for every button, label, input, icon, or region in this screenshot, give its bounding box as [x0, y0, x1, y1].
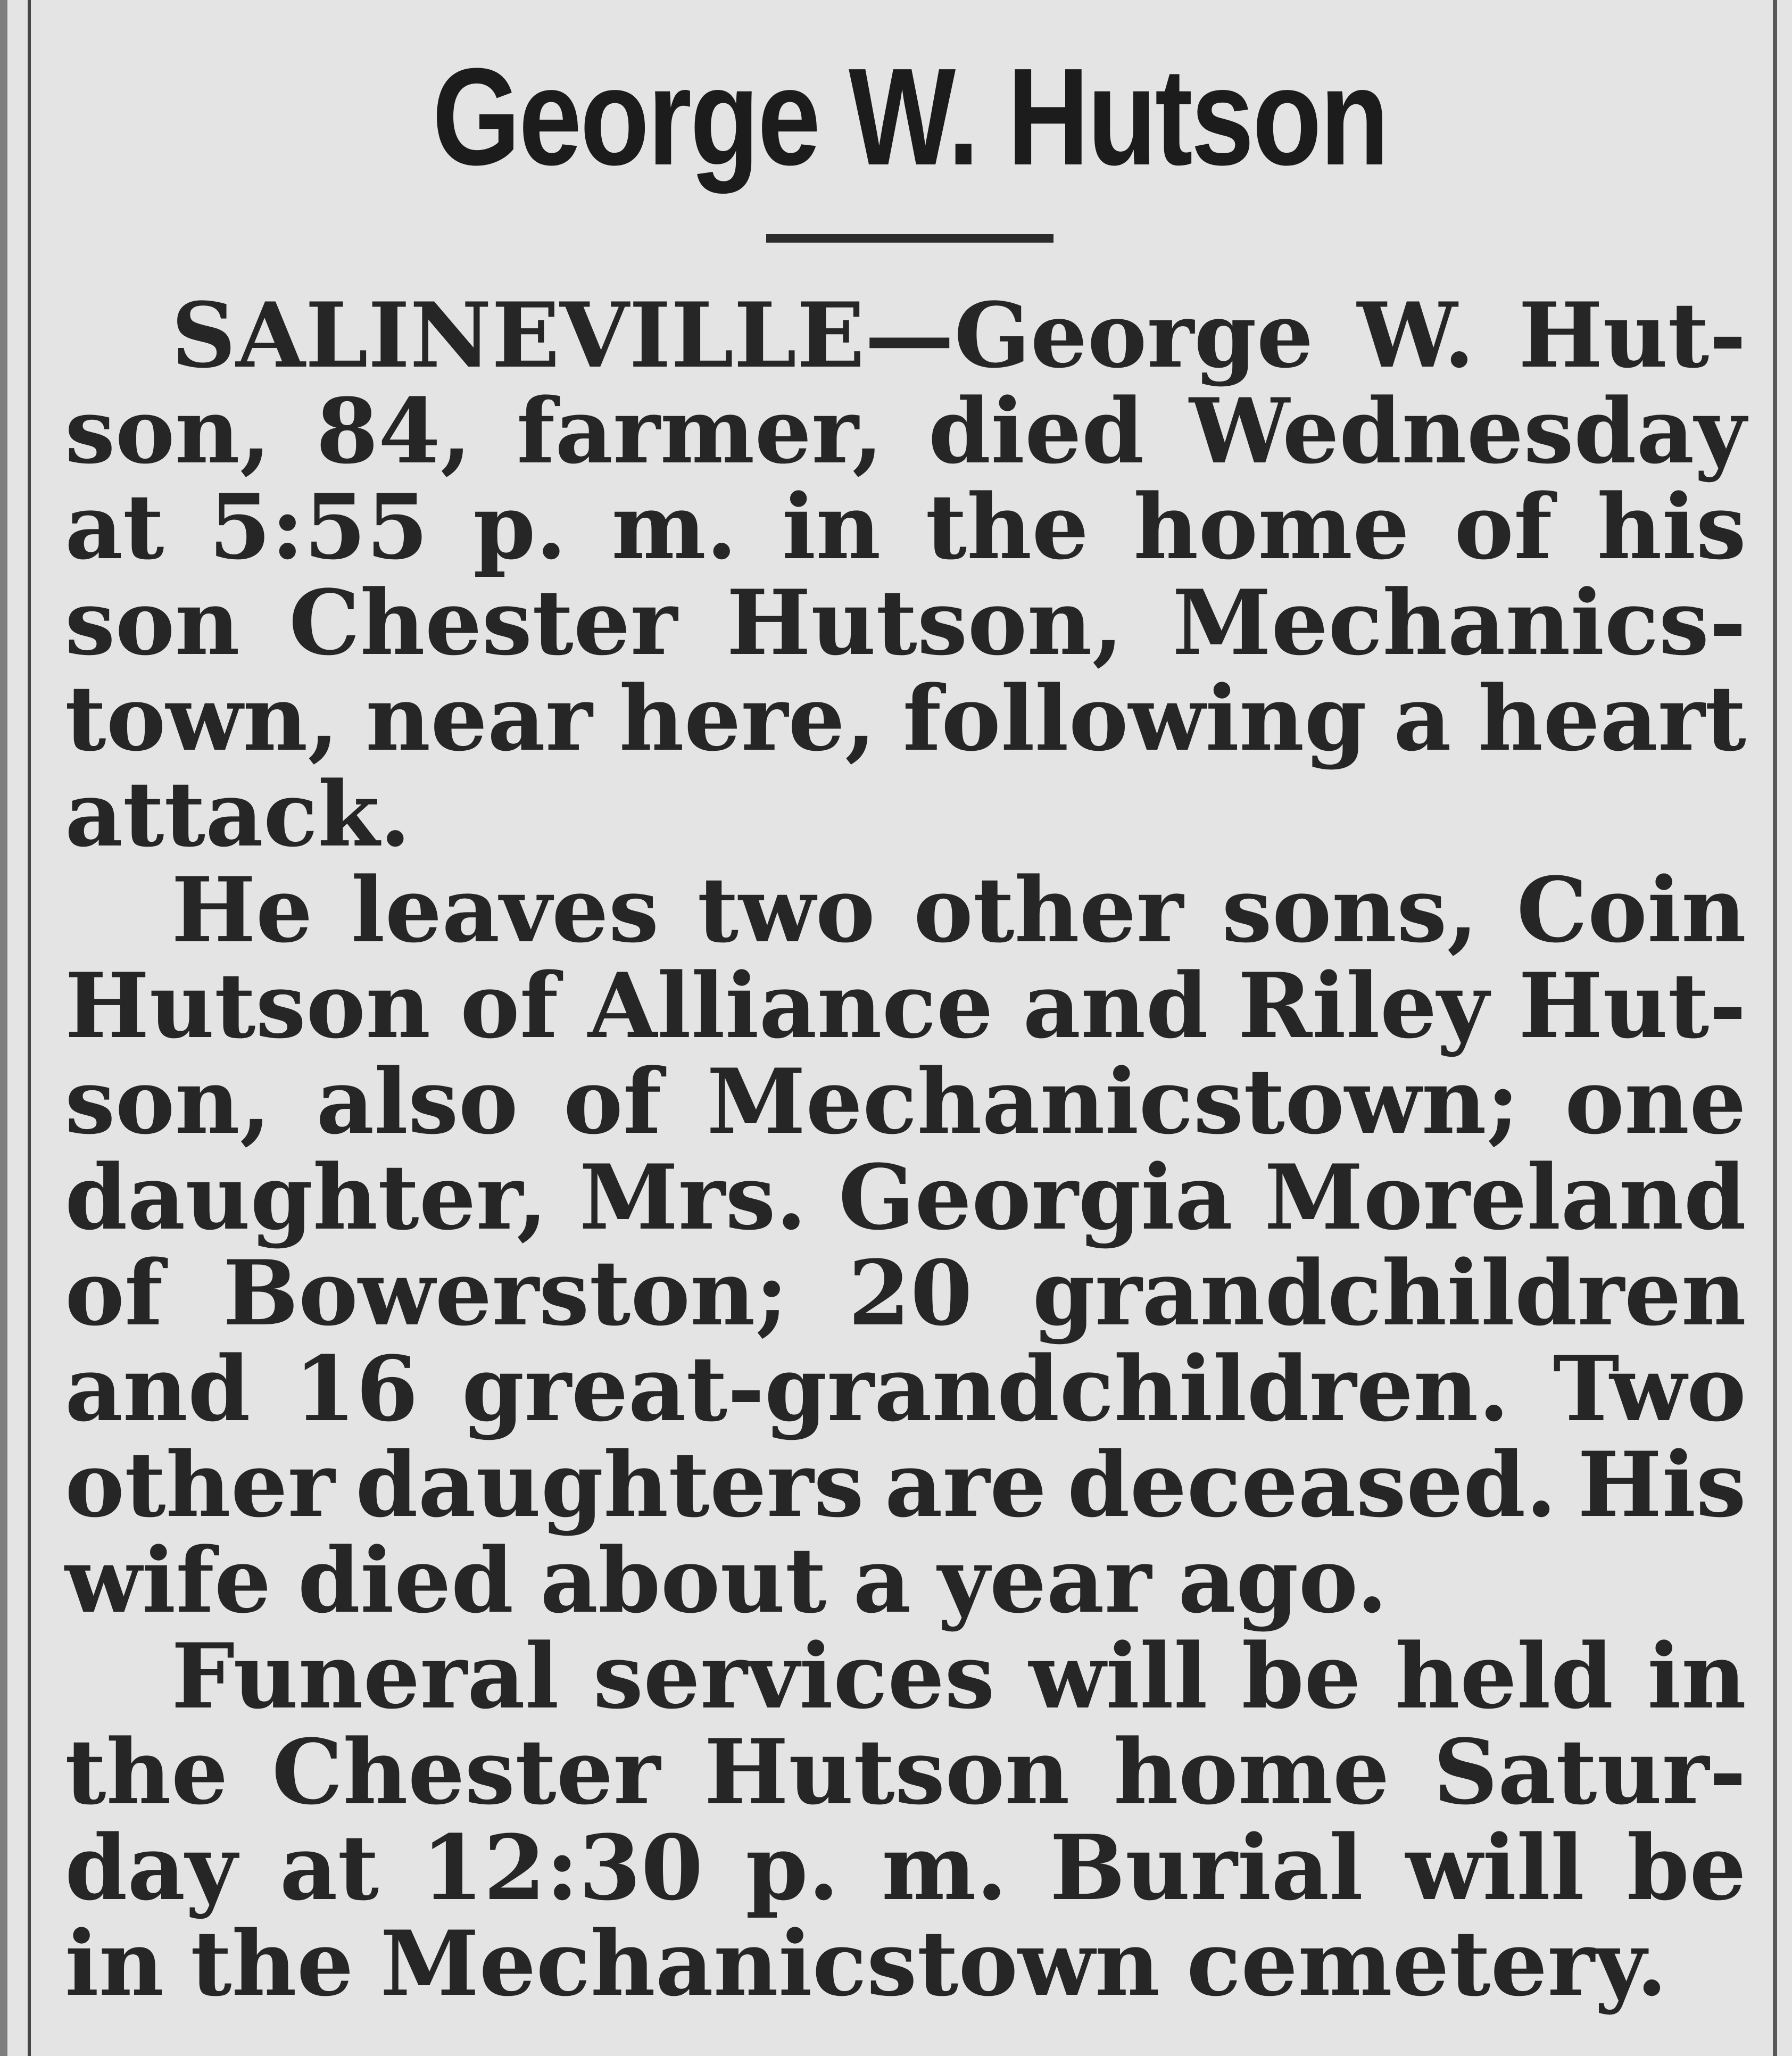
word: m.	[881, 1815, 1008, 1920]
word: and	[65, 1336, 251, 1441]
text-line	[65, 378, 1746, 484]
word: farmer,	[516, 378, 884, 484]
word: other	[65, 1432, 335, 1537]
text-line	[65, 1049, 1746, 1154]
article-body	[65, 283, 1746, 2016]
text-line	[65, 283, 1746, 388]
text-line	[65, 1911, 1746, 2016]
word: about	[540, 1528, 827, 1633]
word: leaves	[351, 857, 659, 963]
word: one	[1564, 1049, 1746, 1154]
word: Georgia	[838, 1145, 1233, 1250]
word: 84,	[316, 378, 472, 484]
word: heart	[1478, 666, 1746, 771]
text-line	[65, 1623, 1746, 1729]
word: home	[1133, 474, 1410, 579]
word: Two	[1553, 1336, 1746, 1441]
word: m.	[611, 474, 737, 579]
word: Hutson	[65, 953, 431, 1058]
word: Wednesday	[1189, 378, 1746, 484]
word: daughter,	[65, 1145, 548, 1250]
text-line	[65, 474, 1746, 579]
word: died	[297, 1528, 514, 1633]
paragraph	[65, 857, 1746, 1633]
paragraph	[65, 283, 1746, 867]
word: be	[1627, 1815, 1746, 1920]
word: of	[460, 953, 559, 1058]
word: Chester	[271, 1719, 661, 1825]
word: His	[1577, 1432, 1746, 1537]
word: Bowerston;	[222, 1240, 789, 1346]
paragraph	[65, 1623, 1746, 2016]
word: cemetery.	[1187, 1911, 1667, 2016]
word: of	[1454, 474, 1553, 579]
word: son,	[65, 378, 271, 484]
word: died	[928, 378, 1144, 484]
word: SALINEVILLE—George	[171, 283, 1314, 388]
word: Hutson,	[726, 570, 1124, 675]
word: will	[1028, 1623, 1208, 1729]
word: will	[1405, 1815, 1584, 1920]
word: and	[1023, 953, 1208, 1058]
text-line	[65, 1528, 1746, 1633]
word: wife	[65, 1528, 271, 1633]
word: sons,	[1222, 857, 1479, 963]
word: attack.	[65, 761, 411, 867]
word: Chester	[288, 570, 678, 675]
word: Mechanicstown;	[707, 1049, 1520, 1154]
text-line	[65, 1240, 1746, 1346]
word: Hutson	[704, 1719, 1070, 1825]
word: year	[938, 1528, 1152, 1633]
headline: George W. Hutson	[432, 40, 1388, 194]
word: the	[925, 474, 1089, 579]
text-line	[65, 1719, 1746, 1825]
word: 20	[848, 1240, 973, 1346]
word: other	[913, 857, 1184, 963]
word: 12:30	[421, 1815, 703, 1920]
word: held	[1395, 1623, 1614, 1729]
word: Hut-	[1518, 953, 1746, 1058]
word: the	[65, 1719, 228, 1825]
word: Coin	[1516, 857, 1746, 963]
word: Mechanicstown	[380, 1911, 1160, 2016]
word: Mechanics-	[1172, 570, 1746, 675]
word: of	[65, 1240, 163, 1346]
word: here,	[619, 666, 876, 771]
word: Alliance	[587, 953, 993, 1058]
word: p.	[745, 1815, 840, 1920]
text-line	[65, 1815, 1746, 1920]
text-line	[65, 953, 1746, 1058]
word: are	[884, 1432, 1047, 1537]
text-line	[65, 1432, 1746, 1537]
text-line	[65, 761, 1746, 867]
column-rule-outer	[0, 0, 7, 2056]
word: following	[902, 666, 1367, 771]
text-line	[65, 666, 1746, 771]
word: son	[65, 570, 240, 675]
word: near	[366, 666, 593, 771]
column-rule-right	[1773, 0, 1777, 2056]
word: a	[1393, 666, 1451, 771]
word: son,	[65, 1049, 271, 1154]
word: Burial	[1049, 1815, 1364, 1920]
word: in	[65, 1911, 164, 2016]
word: Hut-	[1518, 283, 1746, 388]
word: also	[316, 1049, 518, 1154]
word: Moreland	[1264, 1145, 1746, 1250]
word: day	[65, 1815, 237, 1920]
word: W.	[1357, 283, 1475, 388]
word: deceased.	[1067, 1432, 1557, 1537]
word: 16	[294, 1336, 419, 1441]
word: in	[782, 474, 881, 579]
word: Satur-	[1433, 1719, 1746, 1825]
text-line	[65, 1336, 1746, 1441]
word: his	[1597, 474, 1746, 579]
column-rule-left	[28, 0, 31, 2056]
word: 5:55	[209, 474, 429, 579]
headline-divider	[766, 234, 1053, 243]
word: grandchildren	[1032, 1240, 1746, 1346]
text-line	[65, 857, 1746, 963]
word: daughters	[355, 1432, 864, 1537]
word: in	[1647, 1623, 1746, 1729]
word: ago.	[1178, 1528, 1388, 1633]
word: great-grandchildren.	[461, 1336, 1509, 1441]
word: the	[190, 1911, 354, 2016]
word: a	[853, 1528, 911, 1633]
word: Funeral	[171, 1623, 559, 1729]
word: of	[563, 1049, 662, 1154]
word: at	[279, 1815, 379, 1920]
word: at	[65, 474, 164, 579]
word: be	[1241, 1623, 1361, 1729]
word: services	[593, 1623, 995, 1729]
word: Mrs.	[579, 1145, 807, 1250]
word: Riley	[1238, 953, 1489, 1058]
word: home	[1113, 1719, 1390, 1825]
word: He	[171, 857, 313, 963]
word: town,	[65, 666, 339, 771]
text-line	[65, 570, 1746, 675]
word: p.	[473, 474, 567, 579]
text-line	[65, 1145, 1746, 1250]
word: two	[697, 857, 875, 963]
